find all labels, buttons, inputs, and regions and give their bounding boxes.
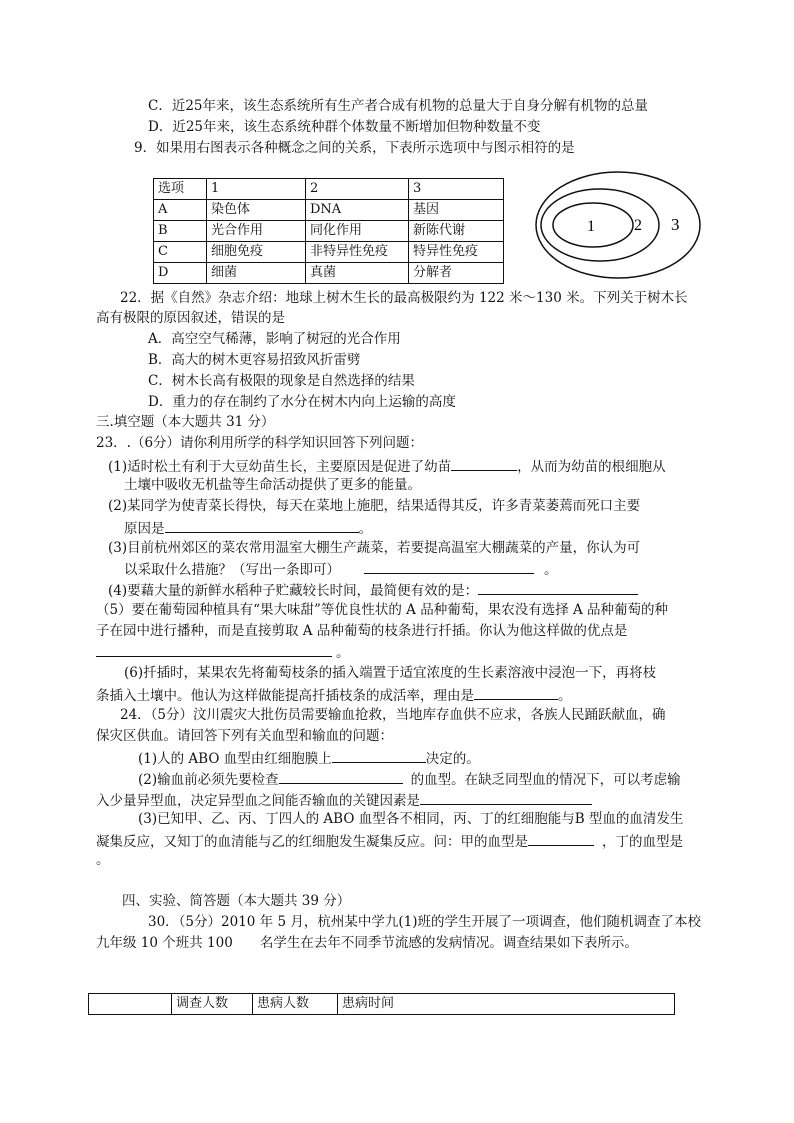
question-23-part-2-cont bbox=[124, 518, 372, 538]
question-24-end: 。 bbox=[96, 852, 110, 868]
text: (1)人的 ABO 血型由红细胞膜上 bbox=[138, 751, 332, 767]
question-22-stem-cont: 高有极限的原因叙述，错误的是 bbox=[96, 310, 285, 326]
table-cell: 真菌 bbox=[306, 263, 409, 284]
option-d: D．近25年来，该生态系统种群个体数量不断增加但物种数量不变 bbox=[148, 119, 541, 135]
text: 。 bbox=[358, 521, 372, 537]
question-23-part-3: (3)目前杭州郊区的菜农常用温室大棚生产蔬菜，若要提高温室大棚蔬菜的产量，你认为可 bbox=[108, 540, 641, 556]
answer-blank[interactable] bbox=[96, 642, 332, 657]
question-22-stem: 22．据《自然》杂志介绍：地球上树木生长的最高极限约为 122 米～130 米。下列关于树木长 bbox=[120, 290, 688, 306]
table-row bbox=[154, 221, 504, 242]
question-23-part-3-cont bbox=[124, 559, 558, 579]
table-header-cell: 调查人数 bbox=[172, 994, 253, 1015]
table-cell: 基因 bbox=[409, 200, 504, 221]
table-cell: 特异性免疫 bbox=[409, 242, 504, 263]
table-cell: DNA bbox=[306, 200, 409, 221]
text: 决定的。 bbox=[425, 751, 480, 767]
option-d: D．重力的存在制约了水分在树木内向上运输的高度 bbox=[148, 394, 456, 410]
answer-blank[interactable] bbox=[528, 831, 594, 846]
table-cell: 新陈代谢 bbox=[409, 221, 504, 242]
table-header-cell bbox=[89, 994, 172, 1015]
section-title: 四、实验、简答题（本大题共 39 分） bbox=[122, 893, 351, 909]
table-cell: C bbox=[154, 242, 207, 263]
diagram-label-1: 1 bbox=[587, 218, 595, 235]
option-c: C．近25年来，该生态系统所有生产者合成有机物的总量大于自身分解有机物的总量 bbox=[148, 98, 649, 114]
table-cell: 细菌 bbox=[207, 263, 306, 284]
answer-blank[interactable] bbox=[364, 559, 534, 574]
question-9-stem: 9．如果用右图表示各种概念之间的关系，下表所示选项中与图示相符的是 bbox=[134, 140, 575, 156]
table-header-cell: 2 bbox=[306, 179, 409, 200]
text: 以采取什么措施？（写出一条即可） bbox=[124, 562, 340, 578]
question-24-part-3: (3)已知甲、乙、丙、丁四人的 ABO 血型各不相同，丙、丁的红细胞能与B 型血的血清发生 bbox=[138, 811, 684, 827]
question-23-part-1-cont: 土壤中吸收无机盐等生命活动提供了更多的能量。 bbox=[124, 477, 421, 493]
table-header-cell: 选项 bbox=[154, 179, 207, 200]
table-row bbox=[154, 263, 504, 284]
concept-diagram bbox=[530, 168, 710, 288]
diagram-label-2: 2 bbox=[634, 217, 642, 234]
option-a: A．高空空气稀薄，影响了树冠的光合作用 bbox=[148, 331, 401, 347]
table-header-cell: 患病人数 bbox=[253, 994, 338, 1015]
question-23-part-5-answer bbox=[96, 642, 350, 662]
text: 。 bbox=[558, 688, 572, 704]
table-header-cell: 患病时间 bbox=[338, 994, 675, 1015]
section-title: 三.填空题（本大题共 31 分） bbox=[96, 414, 275, 430]
text: 。 bbox=[336, 645, 350, 661]
question-24-stem: 24．（5分）汶川震灾大批伤员需要输血抢救，当地库存血供不应求，各族人民踊跃献血，确 bbox=[120, 707, 666, 723]
question-30-stem: 30．（5分）2010 年 5 月，杭州某中学九(1)班的学生开展了一项调查，他们随机调查了本校 bbox=[148, 914, 701, 930]
question-9-table bbox=[153, 178, 504, 284]
question-24-part-2-cont bbox=[96, 790, 592, 810]
table-header-row bbox=[154, 179, 504, 200]
table-cell: 细胞免疫 bbox=[207, 242, 306, 263]
answer-blank[interactable] bbox=[451, 456, 517, 471]
text: (2)输血前必须先要检查 bbox=[138, 772, 279, 788]
table-cell: 光合作用 bbox=[207, 221, 306, 242]
text: 条插入土壤中。他认为这样做能提高扦插枝条的成活率，理由是 bbox=[96, 688, 474, 704]
answer-blank[interactable] bbox=[474, 685, 558, 700]
text: 的血型。在缺乏同型血的情况下，可以考虑输 bbox=[410, 772, 681, 788]
option-b: B．高大的树木更容易招致风折雷劈 bbox=[148, 352, 361, 368]
table-header-row bbox=[89, 994, 675, 1015]
answer-blank[interactable] bbox=[279, 769, 403, 784]
table-cell: 同化作用 bbox=[306, 221, 409, 242]
table-cell: B bbox=[154, 221, 207, 242]
question-23-part-6: (6)扦插时，某果农先将葡萄枝条的插入端置于适宜浓度的生长素溶液中浸泡一下，再将枝 bbox=[124, 665, 657, 681]
question-23-part-1 bbox=[108, 456, 666, 476]
question-24-part-1 bbox=[138, 748, 480, 768]
question-24-part-2 bbox=[138, 769, 681, 789]
question-23-stem: 23．.（6分）请你利用所学的科学知识回答下列问题： bbox=[96, 435, 424, 451]
question-30-stem-cont: 九年级 10 个班共 100 名学生在去年不同季节流感的发病情况。调查结果如下表所示。 bbox=[96, 935, 638, 951]
text: (1)适时松土有利于大豆幼苗生长，主要原因是促进了幼苗 bbox=[108, 459, 452, 475]
question-24-part-3-cont bbox=[96, 831, 683, 851]
answer-blank[interactable] bbox=[478, 580, 638, 595]
text: ，从而为幼苗的根细胞从 bbox=[517, 459, 666, 475]
table-row bbox=[154, 242, 504, 263]
table-cell: D bbox=[154, 263, 207, 284]
option-c: C．树木长高有极限的现象是自然选择的结果 bbox=[148, 373, 415, 389]
text: 。 bbox=[544, 562, 558, 578]
answer-blank[interactable] bbox=[332, 748, 426, 763]
table-cell: A bbox=[154, 200, 207, 221]
question-23-part-4 bbox=[108, 580, 638, 600]
text: ，丁的血型是 bbox=[602, 834, 683, 850]
table-cell: 分解者 bbox=[409, 263, 504, 284]
question-23-part-2: (2)某同学为使青菜长得快，每天在菜地上施肥，结果适得其反，许多青菜萎蔫而死口主要 bbox=[108, 498, 641, 514]
question-23-part-5-cont: 子在园中进行播种，而是直接剪取 A 品种葡萄的枝条进行扦插。你认为他这样做的优点是 bbox=[96, 623, 628, 639]
text: 入少量异型血，决定异型血之间能否输血的关键因素是 bbox=[96, 793, 420, 809]
table-cell: 染色体 bbox=[207, 200, 306, 221]
table-header-cell: 1 bbox=[207, 179, 306, 200]
text: (4)要藉大量的新鲜水稻种子贮藏较长时间，最简便有效的是： bbox=[108, 583, 479, 599]
text: 原因是 bbox=[124, 521, 165, 537]
survey-table bbox=[88, 993, 675, 1015]
text: 凝集反应，又知丁的血清能与乙的红细胞发生凝集反应。问：甲的血型是 bbox=[96, 834, 528, 850]
answer-blank[interactable] bbox=[420, 790, 592, 805]
table-cell: 非特异性免疫 bbox=[306, 242, 409, 263]
answer-blank[interactable] bbox=[165, 518, 359, 533]
table-header-cell: 3 bbox=[409, 179, 504, 200]
question-24-stem-cont: 保灾区供血。请回答下列有关血型和输血的问题： bbox=[96, 728, 393, 744]
table-row bbox=[154, 200, 504, 221]
diagram-label-3: 3 bbox=[671, 215, 680, 234]
question-23-part-5: （5）要在葡萄园种植具有“果大味甜”等优良性状的 A 品种葡萄，果农没有选择 A 品种葡萄的种 bbox=[96, 602, 669, 618]
question-23-part-6-cont bbox=[96, 685, 572, 705]
